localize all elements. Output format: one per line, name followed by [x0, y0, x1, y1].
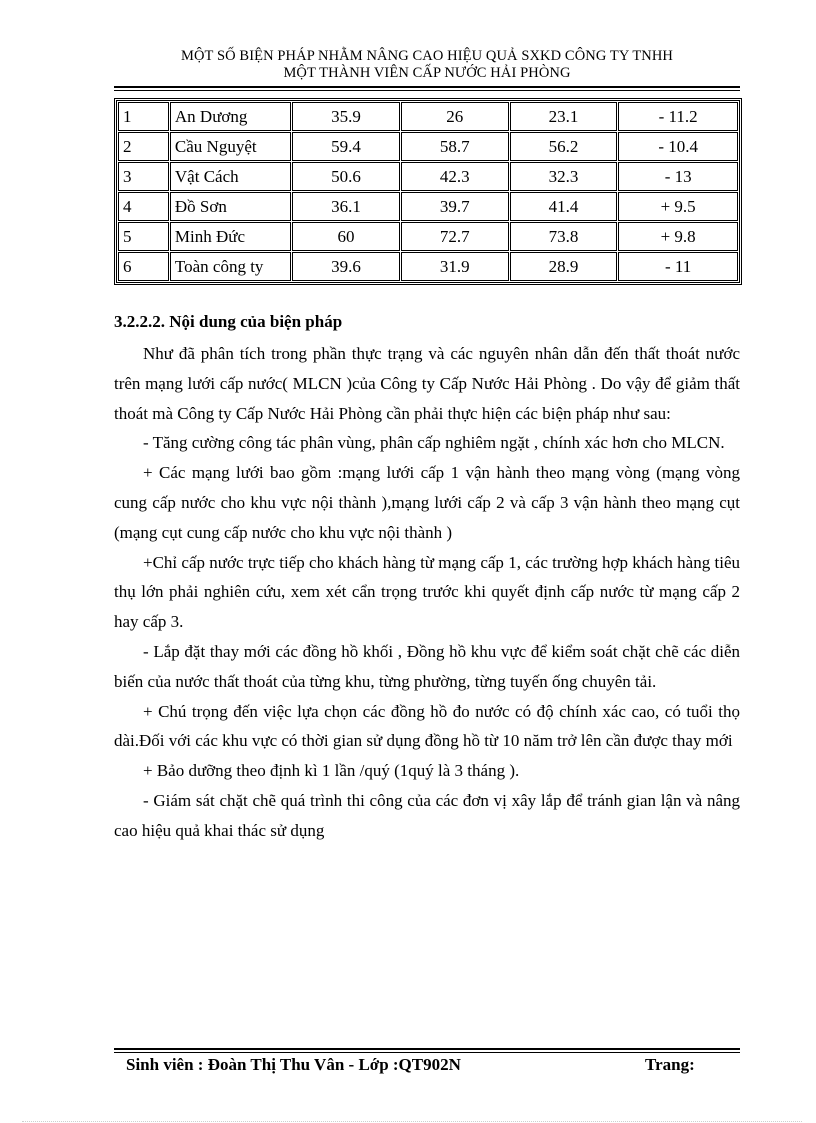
paragraph: - Giám sát chặt chẽ quá trình thi công của các đơn vị xây lắp để tránh gian lận và nâng cao hiệu quả khai thác sử dụng [114, 790, 740, 840]
table-row [118, 222, 738, 251]
footer-page-label: Trang: [645, 1055, 695, 1074]
branch-name: Đồ Sơn [170, 192, 291, 221]
value-1: 39.6 [292, 252, 400, 281]
header-rule-thin [114, 90, 740, 91]
branch-name: Vật Cách [170, 162, 291, 191]
paragraph: + Các mạng lưới bao gồm :mạng lưới cấp 1 vận hành theo mạng vòng (mạng vòng cung cấp nước cho khu vực nội thành ),mạng lưới cấp 2 và cấp 3 vận hành theo mạng cụt (mạng cụt cung cấp nước cho khu vực nội thành ) [114, 463, 740, 542]
value-1: 60 [292, 222, 400, 251]
row-number: 6 [118, 252, 169, 281]
value-2: 72.7 [401, 222, 509, 251]
branch-name: Cầu Nguyệt [170, 132, 291, 161]
header-line-2: MỘT THÀNH VIÊN CẤP NƯỚC HẢI PHÒNG [283, 65, 571, 81]
value-2: 31.9 [401, 252, 509, 281]
change-value: - 10.4 [618, 132, 738, 161]
table-row [118, 132, 738, 161]
table-row [118, 162, 738, 191]
row-number: 5 [118, 222, 169, 251]
value-3: 23.1 [510, 102, 618, 131]
paragraph: - Tăng cường công tác phân vùng, phân cấp nghiêm ngặt , chính xác hơn cho MLCN. [143, 433, 725, 453]
header-line-1: MỘT SỐ BIỆN PHÁP NHẰM NÂNG CAO HIỆU QUẢ SXKD CÔNG TY TNHH [180, 48, 673, 64]
value-1: 35.9 [292, 102, 400, 131]
header-rule-thick [114, 86, 740, 88]
value-3: 41.4 [510, 192, 618, 221]
value-2: 42.3 [401, 162, 509, 191]
table-row [118, 252, 738, 281]
value-3: 28.9 [510, 252, 618, 281]
change-value: + 9.8 [618, 222, 738, 251]
footer-rule-thick [114, 1048, 740, 1050]
row-number: 2 [118, 132, 169, 161]
value-3: 32.3 [510, 162, 618, 191]
paragraph: Như đã phân tích trong phần thực trạng và các nguyên nhân dẫn đến thất thoát nước trên mạng lưới cấp nước( MLCN )của Công ty Cấp Nước Hải Phòng . Do vậy để giảm thất thoát mà Công ty Cấp Nước Hải Phòng cần phải thực hiện các biện pháp như sau: [114, 344, 740, 423]
paragraph: - Lắp đặt thay mới các đồng hồ khối , Đồng hồ khu vực để kiểm soát chặt chẽ các diễn biến của nước thất thoát của từng khu, từng phường, từng tuyến ống chuyên tải. [114, 641, 740, 691]
row-number: 3 [118, 162, 169, 191]
change-value: - 11.2 [618, 102, 738, 131]
branch-name: An Dương [170, 102, 291, 131]
page-header [114, 48, 740, 82]
change-value: - 13 [618, 162, 738, 191]
paragraph: +Chỉ cấp nước trực tiếp cho khách hàng từ mạng cấp 1, các trường hợp khách hàng tiêu thụ lớn phải nghiên cứu, xem xét cẩn trọng trước khi quyết định cấp nước từ mạng cấp 2 hay cấp 3. [114, 552, 740, 632]
change-value: + 9.5 [618, 192, 738, 221]
table-row [118, 192, 738, 221]
branch-name: Minh Đức [170, 222, 291, 251]
branch-name: Toàn công ty [170, 252, 291, 281]
footer-rule-thin [114, 1052, 740, 1053]
value-2: 39.7 [401, 192, 509, 221]
row-number: 4 [118, 192, 169, 221]
change-value: - 11 [618, 252, 738, 281]
value-1: 36.1 [292, 192, 400, 221]
paragraph: + Bảo dưỡng theo định kì 1 lần /quý (1quý là 3 tháng ). [143, 761, 520, 781]
value-3: 73.8 [510, 222, 618, 251]
value-3: 56.2 [510, 132, 618, 161]
value-1: 50.6 [292, 162, 400, 191]
value-2: 58.7 [401, 132, 509, 161]
page-edge-dots [22, 1121, 802, 1122]
value-2: 26 [401, 102, 509, 131]
paragraph: + Chú trọng đến việc lựa chọn các đồng hồ đo nước có độ chính xác cao, có tuổi thọ dài.Đối với các khu vực có thời gian sử dụng đồng hồ từ 10 năm trở lên cần được thay mới [114, 701, 740, 751]
value-1: 59.4 [292, 132, 400, 161]
water-loss-table [114, 98, 742, 285]
section-body [114, 339, 740, 846]
row-number: 1 [118, 102, 169, 131]
table-row [118, 102, 738, 131]
footer-student: Sinh viên : Đoàn Thị Thu Vân - Lớp :QT902N [126, 1055, 461, 1074]
section-title: 3.2.2.2. Nội dung của biện pháp [114, 312, 343, 331]
